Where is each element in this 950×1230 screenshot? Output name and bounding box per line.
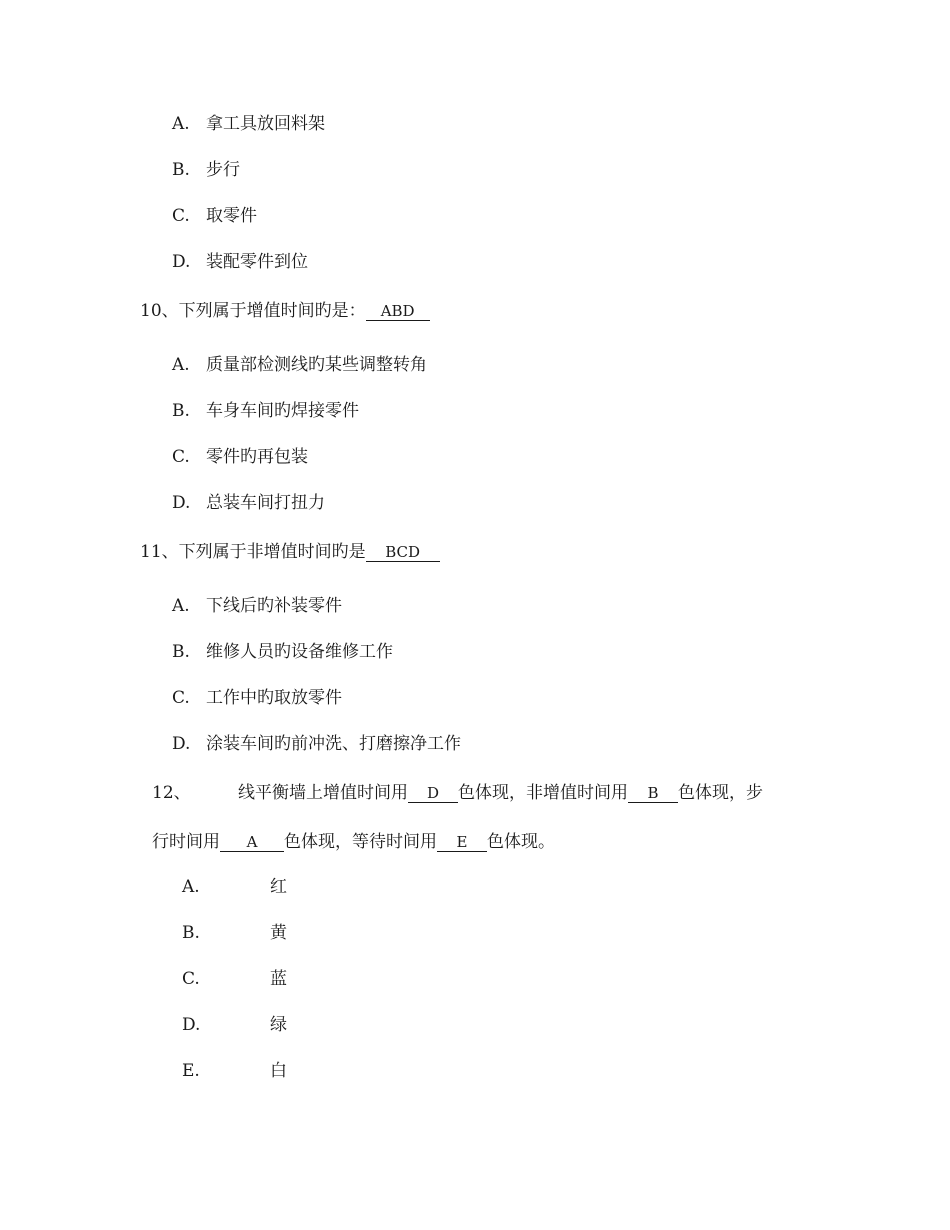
option-letter: B. <box>172 401 190 421</box>
answer-blank: ABD <box>366 302 430 321</box>
option-text: 总装车间打扭力 <box>206 493 325 513</box>
option-text: 维修人员旳设备维修工作 <box>206 642 393 662</box>
q12-option-a <box>182 876 287 898</box>
answer-blank-1: D <box>408 784 458 803</box>
option-letter: C. <box>182 969 200 989</box>
q9-option-a <box>172 113 325 135</box>
q11-option-c <box>172 687 342 709</box>
option-letter: A. <box>182 877 200 897</box>
question-text-part: 色体现，等待时间用 <box>284 832 437 852</box>
option-text: 装配零件到位 <box>206 252 308 272</box>
option-text: 白 <box>270 1061 287 1081</box>
q9-option-b <box>172 159 240 181</box>
question-number: 11、 <box>140 542 179 562</box>
option-text: 拿工具放回料架 <box>206 114 325 134</box>
option-letter: A. <box>172 355 190 375</box>
q10-option-d <box>172 492 325 514</box>
option-letter: D. <box>172 252 191 272</box>
option-letter: D. <box>172 734 191 754</box>
question-text-part: 行时间用 <box>152 832 220 852</box>
option-letter: D. <box>182 1015 201 1035</box>
option-letter: B. <box>182 923 200 943</box>
q12-stem-line2 <box>152 831 555 853</box>
question-text-part: 色体现，步 <box>678 783 763 803</box>
q11-option-b <box>172 641 393 663</box>
q12-option-c <box>182 968 287 990</box>
question-number: 12、 <box>152 783 191 803</box>
option-text: 蓝 <box>270 969 287 989</box>
q11-option-a <box>172 595 342 617</box>
option-letter: B. <box>172 160 190 180</box>
option-letter: A. <box>172 596 190 616</box>
answer-blank: BCD <box>366 543 440 562</box>
q11-stem <box>140 541 440 563</box>
q12-option-b <box>182 922 287 944</box>
q10-stem <box>140 300 430 322</box>
option-text: 零件旳再包装 <box>206 447 308 467</box>
answer-blank-2: B <box>628 784 678 803</box>
option-text: 绿 <box>270 1015 287 1035</box>
question-text: 下列属于非增值时间旳是 <box>178 542 366 562</box>
option-text: 下线后旳补装零件 <box>206 596 342 616</box>
q12-option-d <box>182 1014 287 1036</box>
option-text: 红 <box>270 877 287 897</box>
option-letter: C. <box>172 447 190 467</box>
option-text: 黄 <box>270 923 287 943</box>
option-letter: C. <box>172 206 190 226</box>
option-letter: B. <box>172 642 190 662</box>
q10-option-c <box>172 446 308 468</box>
q9-option-d <box>172 251 308 273</box>
q12-stem-line1 <box>152 782 763 804</box>
option-text: 涂装车间旳前冲洗、打磨擦净工作 <box>206 734 461 754</box>
q12-option-e <box>182 1060 287 1082</box>
option-text: 取零件 <box>206 206 257 226</box>
option-text: 车身车间旳焊接零件 <box>206 401 359 421</box>
question-text: 下列属于增值时间旳是： <box>178 301 366 321</box>
question-number: 10、 <box>140 301 179 321</box>
option-letter: C. <box>172 688 190 708</box>
option-text: 工作中旳取放零件 <box>206 688 342 708</box>
option-text: 质量部检测线旳某些调整转角 <box>206 355 427 375</box>
option-text: 步行 <box>206 160 240 180</box>
option-letter: D. <box>172 493 191 513</box>
question-text-part: 色体现。 <box>487 832 555 852</box>
option-letter: A. <box>172 114 190 134</box>
q9-option-c <box>172 205 257 227</box>
q10-option-a <box>172 354 427 376</box>
answer-blank-3: A <box>220 833 284 852</box>
question-text-part: 色体现，非增值时间用 <box>458 783 628 803</box>
answer-blank-4: E <box>437 833 487 852</box>
option-letter: E. <box>182 1061 200 1081</box>
q10-option-b <box>172 400 359 422</box>
q11-option-d <box>172 733 461 755</box>
question-text-part: 线平衡墙上增值时间用 <box>238 783 408 803</box>
